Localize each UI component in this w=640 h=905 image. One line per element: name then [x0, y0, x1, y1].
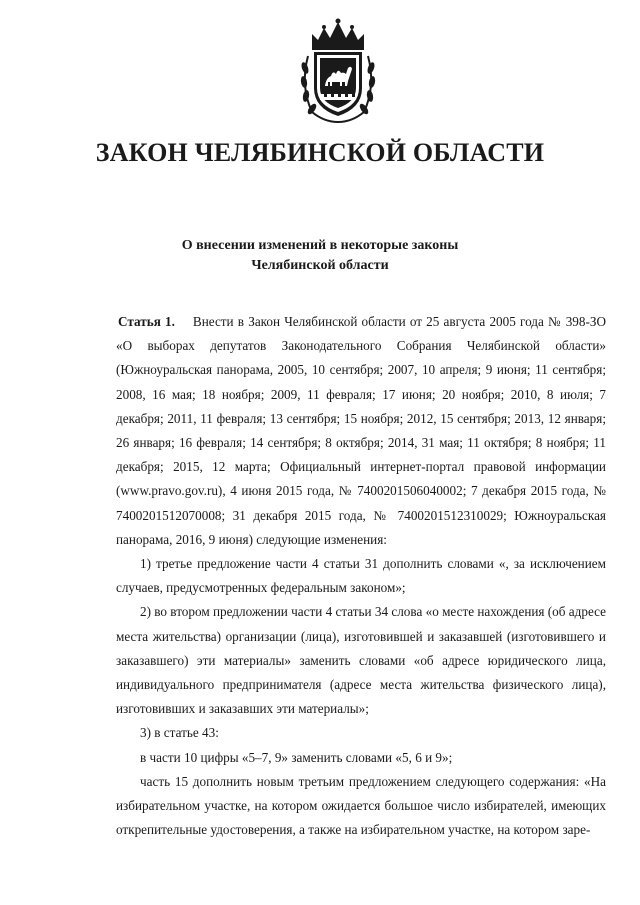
article-1-intro-text: Внести в Закон Челябинской области от 25 августа 2005 года № 398-ЗО «О выборах депутатов Законодательного Собрания Челябинской области» (Южноуральская панорама, 2005, 10 сентября; 2007, 10 апреля; 9 июня; 11 сентября; 2008, 16 мая; 18 ноября; 2009, 11 февраля; 17 июня; 20 ноября; 2010, 8 июля; 7 декабря; 2011, 11 февраля; 13 сентября; 15 ноября; 2012, 15 сентября; 2013, 12 января; 26 января; 16 февраля; 14 сентября; 8 октября; 2014, 31 мая; 11 октября; 8 ноября; 11 декабря; 2015, 12 марта; Официальный интернет-портал правовой информации (www.pravo.gov.ru), 4 июня 2015 года, № 7400201506040002; 7 декабря 2015 года, № 7400201512070008; 31 декабря 2015 года, № 7400201512310029; Южноуральская панорама, 2016, 9 июня) следующие изменения: — [116, 314, 607, 547]
article-1-intro-paragraph — [116, 310, 606, 552]
article-1-label: Статья 1. — [118, 314, 175, 329]
article-1-item-1: 1) третье предложение части 4 статьи 31 дополнить словами «, за исключением случаев, предусмотренных федеральным законом»; — [116, 556, 606, 596]
article-1-item-2: 2) во втором предложении части 4 статьи 34 слова «о месте нахождения (об адресе места жительства) организации (лица), изготовившей и заказавшей (изготовившего и заказавшего) эти материалы» заменить словами «об адресе юридического лица, индивидуального предпринимателя (адресе места жительства физического лица), изготовивших и заказавших эти материалы»; — [116, 604, 606, 717]
law-title: ЗАКОН ЧЕЛЯБИНСКОЙ ОБЛАСТИ — [95, 138, 545, 167]
article-1-item-3a: в части 10 цифры «5–7, 9» заменить словами «5, 6 и 9»; — [140, 749, 453, 765]
article-1-item-3b: часть 15 дополнить новым третьим предложением следующего содержания: «На избирательном участке, на котором ожидается большое число избирателей, имеющих открепительные удостоверения, а также на избирательном участке, на котором заре- — [116, 773, 606, 838]
subtitle-line-2: Челябинской области — [251, 258, 389, 273]
chelyabinsk-coat-of-arms-emblem — [298, 16, 378, 126]
law-subtitle — [0, 236, 640, 276]
article-1-body — [116, 310, 606, 842]
article-1-item-3: 3) в статье 43: — [140, 725, 219, 741]
subtitle-line-1: О внесении изменений в некоторые законы — [181, 238, 459, 253]
